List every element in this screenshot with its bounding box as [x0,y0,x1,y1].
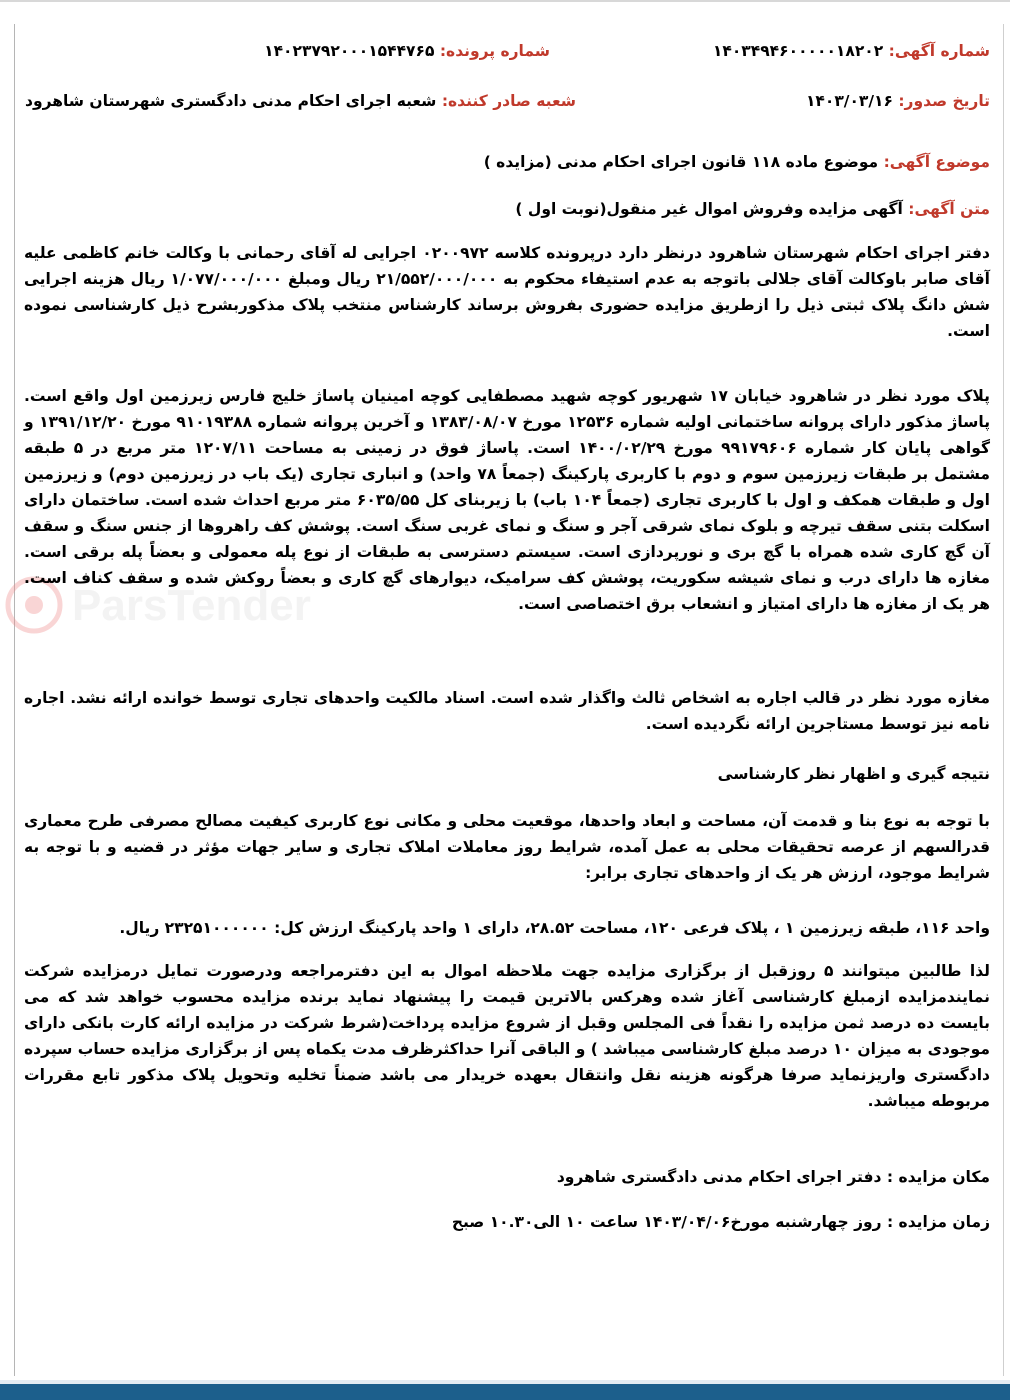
expert-opinion-heading: نتیجه گیری و اظهار نظر کارشناسی [717,765,990,783]
ad-number-row [713,42,990,60]
text-label: متن آگهی: [908,200,990,218]
paragraph-case-intro: دفتر اجرای احکام شهرستان شاهرود درنظر دارد درپرونده کلاسه ۰۲۰۰۹۷۲ اجرایی له آقای رحمانی با وکالت خانم کاظمی علیه آقای صابر باوکالت آقای جلالی باتوجه به عدم استیفاء محکوم به ۲۱/۵۵۲/۰۰۰/۰۰۰ ریال ومبلغ ۱/۰۷۷/۰۰۰/۰۰۰ ریال هزینه اجرایی شش دانگ پلاک ثبتی ذیل را ازطریق مزایده حضوری بفروش برساند کارشناس منتخب پلاک مذکوربشرح ذیل کارشناسی نموده است. [24,244,990,340]
subject-row [484,153,990,171]
issue-date: ۱۴۰۳/۰۳/۱۶ [805,92,893,110]
text-title-row [515,200,990,218]
case-number-row [264,42,550,60]
paragraph-auction-terms: لذا طالبین میتوانند ۵ روزقبل از برگزاری مزایده جهت ملاحظه اموال به این دفترمراجعه ودرصورت تمایل درمزایده شرکت نمایندمزایده ازمبلغ کارشناسی آغاز شده وهرکس بالاترین قیمت را پیشنهاد نماید برنده مزایده محسوب خواهد شد که می بایست ده درصد ثمن مزایده را نقداً فی المجلس وقبل از شروع مزایده پرداخت(شرط شرکت در مزایده ارائه کارت بانکی دارای موجودی به میزان ۱۰ درصد مبلغ کارشناسی میباشد ) و الباقی آنرا حداکثرظرف مدت یکماه پس از برگزاری مزایده حساب سپرده دادگستری واریزنماید صرفا هرگونه هزینه نقل وانتقال بعهده خریدار می باشد ضمناً تخلیه وتحویل پلاک مذکور تابع مقررات مربوطه میباشد. [24,962,990,1110]
auction-location: مکان مزایده : دفتر اجرای احکام مدنی دادگستری شاهرود [556,1168,990,1186]
paragraph-unit-value: واحد ۱۱۶، طبقه زیرزمین ۱ ، پلاک فرعی ۱۲۰، مساحت ۲۸.۵۲، دارای ۱ واحد پارکینگ ارزش کل: ۲۳۲۵۱۰۰۰۰۰۰ ریال. [119,919,990,937]
paragraph-valuation-basis: با توجه به نوع بنا و قدمت آن، مساحت و ابعاد واحدها، موقعیت محلی و مکانی نوع کاربری کیفیت مصالح مصرفی طرح معماری قدرالسهم از عرصه تحقیقات محلی به عمل آمده، شرایط روز معاملات املاک تجاری و سایر جهات مؤثر در قضیه و با توجه به شرایط موجود، ارزش هر یک از واحدهای تجاری برابر: [24,812,990,882]
subject-label: موضوع آگهی: [883,153,990,171]
issuer-row [25,92,576,110]
ad-number-label: شماره آگهی: [888,42,990,60]
subject: موضوع ماده ۱۱۸ قانون اجرای احکام مدنی (مزایده ) [483,153,879,171]
paragraph-property-description: پلاک مورد نظر در شاهرود خیابان ۱۷ شهریور کوچه شهید مصطفایی کوچه امینیان پاساژ خلیج فارس زیرزمین اول واقع است. پاساژ مذکور دارای پروانه ساختمانی اولیه شماره ۱۲۵۳۶ مورخ ۱۳۸۳/۰۸/۰۷ و آخرین پروانه شماره ۹۱۰۱۹۳۸۸ مورخ ۱۳۹۱/۱۲/۲۰ و گواهی پایان کار شماره ۹۹۱۷۹۶۰۶ مورخ ۱۴۰۰/۰۲/۲۹ است. پاساژ فوق در زمینی به مساحت ۱۲۰۷/۱۱ متر مربع در ۵ طبقه مشتمل بر طبقات زیرزمین سوم و دوم با کاربری پارکینگ (جمعاً ۷۸ واحد) و انباری تجاری (یک باب در زیرزمین دوم) و زیرزمین اول و طبقات همکف و اول با کاربری تجاری (جمعاً ۱۰۴ باب) با زیربنای کل ۶۰۳۵/۵۵ متر مربع احداث شده است. ساختمان دارای اسکلت بتنی سقف تیرچه و بلوک نمای شرقی آجر و سنگ و نمای غربی سنگ است. پوشش کف راهروها از جنس سنگ و سقف آن گچ کاری شده همراه با گچ بری و نورپردازی است. سیستم دسترسی به طبقات از نوع پله معمولی و بعضاً پله برقی است. مغازه ها دارای درب و نمای شیشه سکوریت، پوشش کف سرامیک، دیوارهای گچ کاری و بعضاً روکش شده و سقف کناف است. هر یک از مغازه ها دارای امتیاز و انشعاب برق اختصاصی است. [24,387,991,613]
issue-date-row [806,92,990,110]
case-number: ۱۴۰۲۳۷۹۲۰۰۰۱۵۴۴۷۶۵ [264,42,435,60]
text-title: آگهی مزایده وفروش اموال غیر منقول(نوبت اول ) [515,200,903,218]
issuer-label: شعبه صادر کننده: [441,92,576,110]
auction-time: زمان مزایده : روز چهارشنبه مورخ۱۴۰۳/۰۴/۰۶ ساعت ۱۰ الی۱۰.۳۰ صبح [451,1213,990,1231]
ad-number: ۱۴۰۳۴۹۴۶۰۰۰۰۰۱۸۲۰۲ [712,42,884,60]
svg-text:ParsTender: ParsTender [72,581,311,630]
top-divider [0,0,1010,2]
issuer: شعبه اجرای احکام مدنی دادگستری شهرستان شاهرود [24,92,437,110]
case-number-label: شماره پرونده: [439,42,550,60]
paragraph-lease-status: مغازه مورد نظر در قالب اجاره به اشخاص ثالث واگذار شده است. اسناد مالکیت واحدهای تجاری توسط خوانده ارائه نشد. اجاره نامه نیز توسط مستاجرین ارائه نگردیده است. [24,689,990,733]
footer-bar [0,1384,1010,1400]
issue-date-label: تاریخ صدور: [898,92,990,110]
